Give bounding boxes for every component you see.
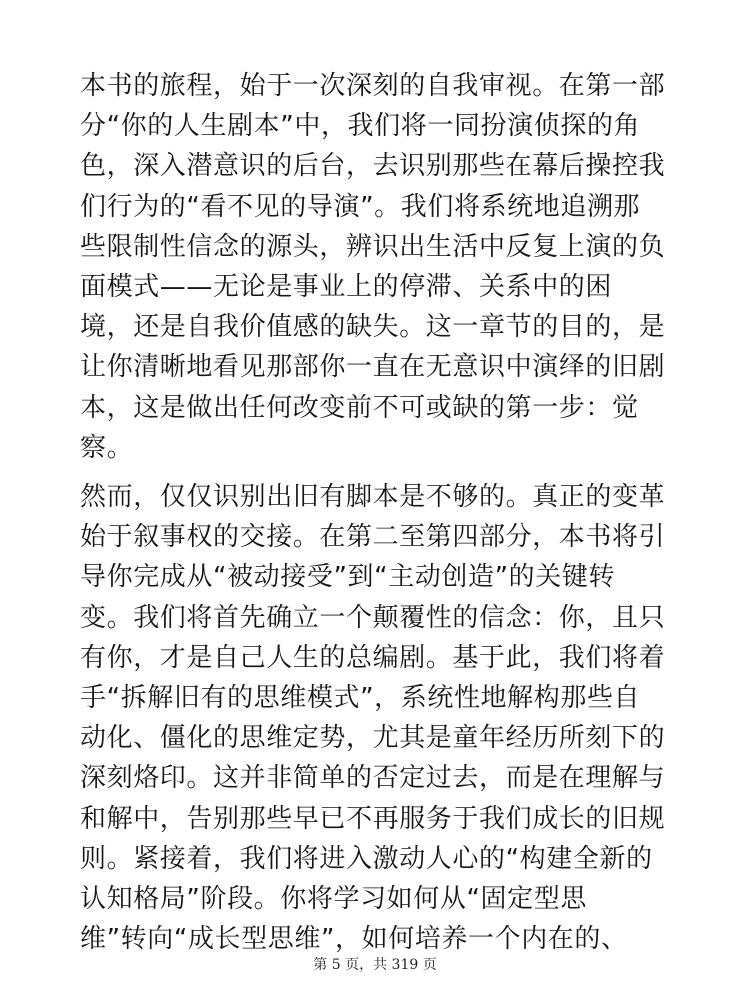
paragraph-line: 然而，仅仅识别出旧有脚本是不够的。真正的变革 bbox=[80, 482, 666, 512]
paragraph-line: 境，还是自我价值感的缺失。这一章节的目的，是 bbox=[80, 312, 666, 343]
paragraph-line: 让你清晰地看见那部你一直在无意识中演绎的旧剧 bbox=[80, 352, 666, 383]
paragraph-line: 们行为的“看不见的导演”。我们将系统地追溯那 bbox=[80, 191, 641, 222]
paragraph-line: 察。 bbox=[80, 432, 134, 463]
paragraph-line: 些限制性信念的源头，辨识出生活中反复上演的负 bbox=[80, 231, 666, 262]
paragraph-line: 变。我们将首先确立一个颠覆性的信念：你，且只 bbox=[80, 602, 666, 633]
paragraph-line: 有你，才是自己人生的总编剧。基于此，我们将着 bbox=[80, 642, 666, 673]
page-number-footer: 第 5 页，共 319 页 bbox=[313, 957, 437, 973]
paragraph-line: 维”转向“成长型思维”，如何培养一个内在的、 bbox=[80, 924, 628, 955]
paragraph-line: 认知格局”阶段。你将学习如何从“固定型思 bbox=[80, 883, 587, 914]
paragraph-line: 色，深入潜意识的后台，去识别那些在幕后操控我 bbox=[80, 151, 666, 182]
paragraph-line: 分“你的人生剧本”中，我们将一同扮演侦探的角 bbox=[80, 111, 641, 142]
paragraph-line: 动化、僵化的思维定势，尤其是童年经历所刻下的 bbox=[80, 723, 666, 754]
paragraph-line: 则。紧接着，我们将进入激动人心的“构建全新的 bbox=[80, 843, 653, 874]
paragraph-line: 本，这是做出任何改变前不可或缺的第一步：觉 bbox=[80, 392, 639, 423]
paragraph-line: 导你完成从“被动接受”到“主动创造”的关键转 bbox=[80, 562, 616, 593]
paragraph-line: 深刻烙印。这并非简单的否定过去，而是在理解与 bbox=[80, 763, 666, 794]
paragraph-line: 和解中，告别那些早已不再服务于我们成长的旧规 bbox=[80, 803, 666, 834]
paragraph-line: 始于叙事权的交接。在第二至第四部分，本书将引 bbox=[80, 522, 666, 553]
paragraph-line: 本书的旅程，始于一次深刻的自我审视。在第一部 bbox=[80, 71, 666, 101]
paragraph-line: 手“拆解旧有的思维模式”，系统性地解构那些自 bbox=[80, 682, 641, 713]
paragraph-line: 面模式——无论是事业上的停滞、关系中的困 bbox=[80, 271, 613, 302]
paragraph-2 bbox=[80, 477, 680, 959]
paragraph-1 bbox=[80, 66, 680, 468]
